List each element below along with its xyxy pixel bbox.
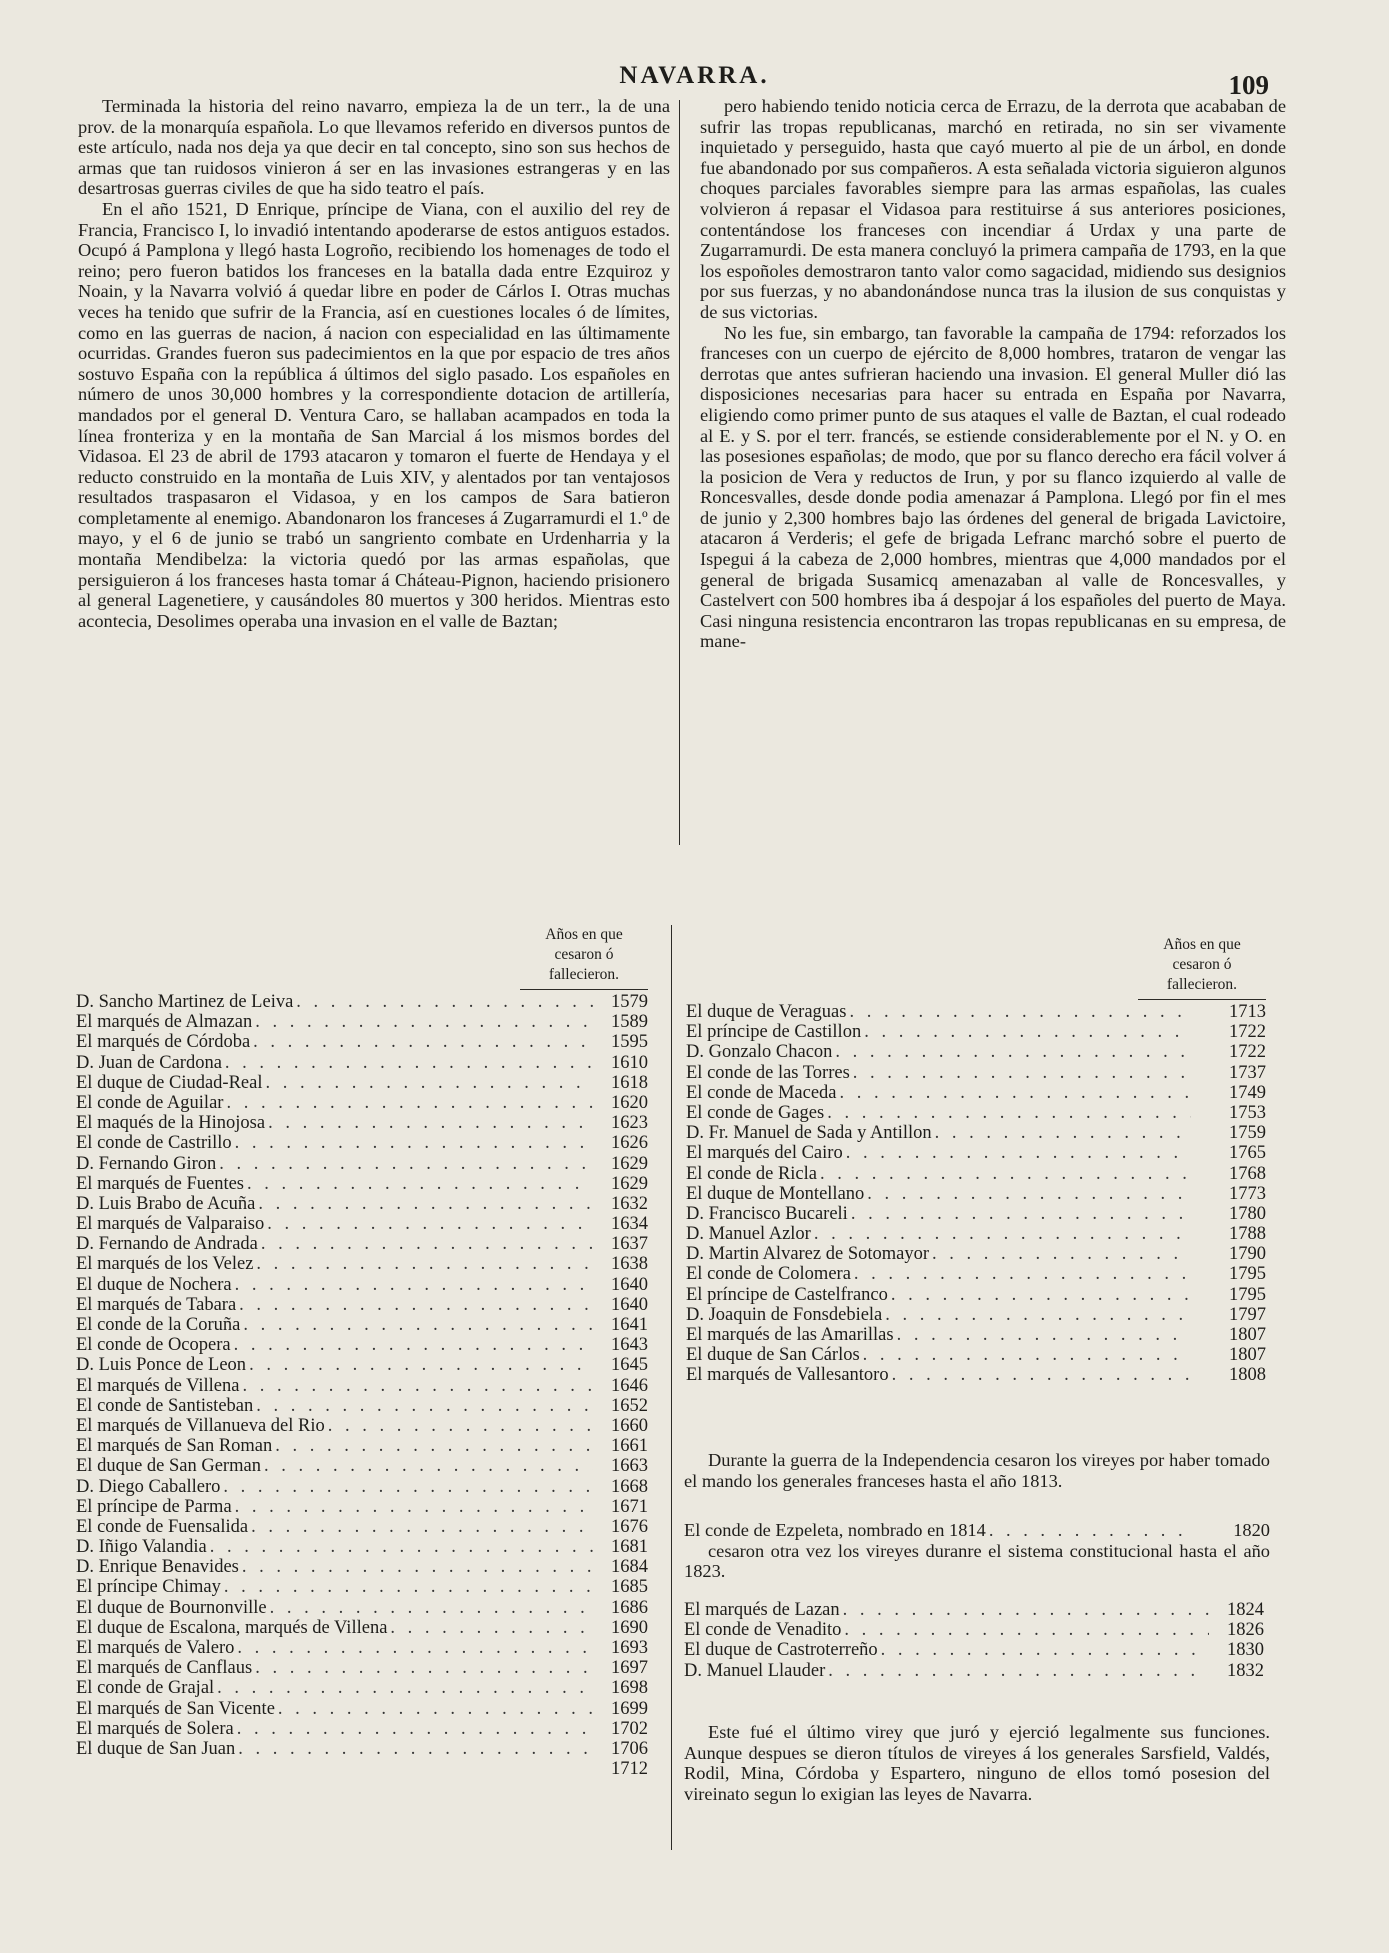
table-row (76, 1174, 648, 1194)
viceroy-year: 1610 (611, 1052, 648, 1073)
viceroy-year: 1663 (611, 1456, 648, 1477)
viceroy-name: El marqués de San Vicente (76, 1698, 275, 1719)
viceroy-name: El duque de San German (76, 1456, 261, 1477)
leader-dots (258, 1194, 593, 1214)
viceroy-year: 1698 (611, 1678, 648, 1699)
viceroy-year: 1660 (611, 1415, 648, 1436)
leader-dots (843, 1600, 1209, 1620)
leader-dots (223, 1477, 593, 1497)
viceroy-name: El conde de Gages (686, 1102, 825, 1123)
table-row (686, 1042, 1266, 1062)
viceroy-year: 1697 (611, 1658, 648, 1679)
viceroy-name: El príncipe de Castelfranco (686, 1284, 888, 1305)
table-row (76, 1396, 648, 1416)
table-row (686, 1164, 1266, 1184)
paragraph: Terminada la historia del reino navarro, empieza la de un terr., la de una prov. de la monarquía española. Lo que llevamos referido en diversos puntos de este artículo, nada nos deja ya que decir en tal concepto, sino son sus hechos de armas que tan ruidosos vinieron á ser en las invasiones estrangeras y en las desartrosas guerras civiles de que ha sido teatro el país. (78, 96, 670, 199)
viceroy-year: 1820 (1233, 1520, 1270, 1540)
viceroy-year: 1645 (611, 1355, 648, 1376)
table-row (76, 1477, 648, 1497)
table-row (76, 1719, 648, 1739)
leader-dots (892, 1365, 1191, 1385)
viceroy-name: El conde de Ricla (686, 1163, 817, 1184)
leader-dots (237, 1638, 593, 1658)
viceroy-year: 1795 (1229, 1284, 1266, 1305)
leader-dots (828, 1661, 1209, 1681)
leader-dots (210, 1537, 593, 1557)
viceroy-year: 1668 (611, 1476, 648, 1497)
leader-dots (217, 1678, 593, 1698)
viceroy-year: 1759 (1229, 1123, 1266, 1144)
viceroy-name: D. Manuel Azlor (686, 1224, 811, 1245)
table-row (76, 1577, 648, 1597)
leader-dots (849, 1002, 1191, 1022)
independence-note (684, 1450, 1270, 1491)
viceroy-year: 1690 (611, 1617, 648, 1638)
viceroy-name: El príncipe de Castillon (686, 1022, 862, 1043)
table-row (684, 1600, 1264, 1620)
viceroy-table-right (686, 935, 1266, 1386)
table-row (76, 1315, 648, 1335)
leader-dots (270, 1598, 593, 1618)
table-row (686, 1264, 1266, 1284)
table-row (76, 1759, 648, 1779)
leader-dots (328, 1416, 593, 1436)
leader-dots (835, 1042, 1191, 1062)
viceroy-name: D. Martin Alvarez de Sotomayor (686, 1244, 930, 1265)
table-row (684, 1620, 1264, 1640)
leader-dots (854, 1264, 1191, 1284)
table-row (686, 1204, 1266, 1224)
table-row (76, 1598, 648, 1618)
table-row (76, 1537, 648, 1557)
table-row (686, 1002, 1266, 1022)
viceroy-year: 1661 (611, 1436, 648, 1457)
viceroy-name: El duque de Castroterreño (684, 1640, 878, 1661)
viceroy-name: El marqués de San Roman (76, 1436, 273, 1457)
leader-dots (251, 1517, 593, 1537)
leader-dots (249, 1355, 593, 1375)
viceroy-name: El duque de Escalona, marqués de Villena (76, 1617, 388, 1638)
viceroy-year: 1768 (1229, 1163, 1266, 1184)
table-row (76, 1335, 648, 1355)
leader-dots (242, 1557, 593, 1577)
table-row (76, 1678, 648, 1698)
viceroy-year: 1797 (1229, 1304, 1266, 1325)
viceroy-name: El conde de Castrillo (76, 1133, 232, 1154)
table-row (76, 1638, 648, 1658)
leader-dots (255, 1012, 593, 1032)
viceroy-year: 1832 (1227, 1660, 1264, 1681)
viceroy-year: 1643 (611, 1335, 648, 1356)
leader-dots (235, 1275, 593, 1295)
viceroy-name: El marqués de Solera (76, 1718, 234, 1739)
viceroy-year: 1632 (611, 1193, 648, 1214)
viceroy-year: 1699 (611, 1698, 648, 1719)
viceroy-year: 1629 (611, 1153, 648, 1174)
viceroy-name: El duque de San Juan (76, 1738, 236, 1759)
viceroy-year: 1684 (611, 1557, 648, 1578)
viceroy-name: El príncipe de Parma (76, 1496, 232, 1517)
viceroy-name: El marqués de Valparaiso (76, 1214, 265, 1235)
table-row (76, 1557, 648, 1577)
viceroy-year: 1706 (611, 1738, 648, 1759)
viceroy-year: 1790 (1229, 1244, 1266, 1265)
viceroy-year: 1671 (611, 1496, 648, 1517)
table-row (686, 1063, 1266, 1083)
right-text-column (700, 96, 1286, 652)
leader-dots (267, 1214, 593, 1234)
table-row (686, 1224, 1266, 1244)
viceroy-year: 1807 (1229, 1345, 1266, 1366)
viceroy-name: El marqués de Villena (76, 1375, 240, 1396)
viceroy-name: El conde de las Torres (686, 1062, 850, 1083)
leader-dots (219, 1154, 593, 1174)
table-row (76, 1517, 648, 1537)
table-row (686, 1184, 1266, 1204)
table-column-divider (671, 925, 672, 1850)
viceroy-year: 1638 (611, 1254, 648, 1275)
table-row (684, 1661, 1264, 1681)
table-row (76, 992, 648, 1012)
leader-dots (891, 1285, 1191, 1305)
leader-dots (853, 1063, 1191, 1083)
leader-dots (863, 1345, 1191, 1365)
leader-dots (827, 1103, 1191, 1123)
running-head: NAVARRA. (619, 62, 770, 89)
viceroy-year: 1620 (611, 1092, 648, 1113)
viceroy-name: El marqués de Almazan (76, 1012, 253, 1033)
viceroy-name: D. Joaquin de Fonsdebiela (686, 1304, 883, 1325)
table-header: Años en que cesaron ó fallecieron. (520, 925, 648, 990)
viceroy-year: 1652 (611, 1395, 648, 1416)
table-row (76, 1618, 648, 1638)
viceroy-name: D. Sancho Martinez de Leiva (76, 992, 294, 1012)
table-row (76, 1739, 648, 1759)
viceroy-name: D. Gonzalo Chacon (686, 1042, 833, 1063)
viceroy-year: 1712 (611, 1759, 648, 1780)
leader-dots (268, 1113, 593, 1133)
leader-dots (261, 1234, 593, 1254)
viceroy-name: El conde de Colomera (686, 1264, 851, 1285)
table-row (76, 1012, 648, 1032)
viceroy-name: El conde de Fuensalida (76, 1516, 249, 1537)
viceroy-name: El marqués de los Velez (76, 1254, 254, 1275)
viceroy-table-final (684, 1600, 1264, 1681)
viceroy-year: 1629 (611, 1173, 648, 1194)
viceroy-year: 1773 (1229, 1183, 1266, 1204)
leader-dots (390, 1618, 593, 1638)
viceroy-name: El marqués de Canflaus (76, 1658, 253, 1679)
viceroy-year: 1634 (611, 1214, 648, 1235)
leader-dots (296, 992, 593, 1012)
viceroy-year: 1623 (611, 1113, 648, 1134)
table-row (76, 1355, 648, 1375)
table-row (76, 1133, 648, 1153)
viceroy-name: D. Luis Brabo de Acuña (76, 1193, 256, 1214)
viceroy-name: D. Francisco Bucareli (686, 1203, 848, 1224)
leader-dots (256, 1396, 593, 1416)
table-row (76, 1214, 648, 1234)
table-row (686, 1022, 1266, 1042)
table-row (76, 1254, 648, 1274)
leader-dots (897, 1325, 1191, 1345)
leader-dots (226, 1093, 593, 1113)
table-row (76, 1295, 648, 1315)
viceroy-name: El duque de Bournonville (76, 1597, 267, 1618)
viceroy-name: El duque de Veraguas (686, 1002, 847, 1022)
table-row (76, 1032, 648, 1052)
table-row (686, 1325, 1266, 1345)
leader-dots (935, 1123, 1191, 1143)
viceroy-year: 1737 (1229, 1062, 1266, 1083)
leader-dots (885, 1305, 1191, 1325)
table-row (76, 1497, 648, 1517)
column-divider (679, 100, 680, 845)
viceroy-name: El conde de Grajal (76, 1678, 215, 1699)
leader-dots (820, 1164, 1191, 1184)
viceroy-name: El marqués de Valero (76, 1638, 235, 1658)
note-text: cesaron otra vez los vireyes duranre el sistema constitucional hasta el año 1823. (684, 1540, 1270, 1582)
leader-dots (266, 1073, 594, 1093)
viceroy-name: D. Iñigo Valandia (76, 1537, 207, 1558)
ezpeleta-entry (684, 1520, 1270, 1582)
table-row (76, 1154, 648, 1174)
leader-dots (881, 1640, 1209, 1660)
viceroy-year: 1713 (1229, 1002, 1266, 1022)
viceroy-name: El marqués de Córdoba (76, 1032, 251, 1053)
leader-dots (253, 1032, 593, 1052)
leader-dots (225, 1053, 593, 1073)
leader-dots (867, 1184, 1191, 1204)
viceroy-name: El conde de Santisteban (76, 1395, 254, 1416)
table-row (76, 1416, 648, 1436)
leader-dots (851, 1204, 1191, 1224)
leader-dots (932, 1244, 1191, 1264)
table-row (686, 1305, 1266, 1325)
viceroy-name: D. Fernando Giron (76, 1153, 217, 1174)
table-row (76, 1699, 648, 1719)
viceroy-name: El marqués del Cairo (686, 1143, 843, 1164)
viceroy-name: El príncipe Chimay (76, 1577, 221, 1598)
leader-dots (237, 1719, 593, 1739)
table-row (76, 1456, 648, 1476)
viceroy-name: El conde de Ocopera (76, 1335, 231, 1356)
viceroy-name: El maqués de la Hinojosa (76, 1113, 266, 1134)
table-row (686, 1103, 1266, 1123)
viceroy-year: 1807 (1229, 1325, 1266, 1345)
leader-dots (235, 1133, 593, 1153)
leader-dots (264, 1456, 593, 1476)
table-row (686, 1083, 1266, 1103)
leader-dots (255, 1658, 593, 1678)
leader-dots (864, 1022, 1191, 1042)
viceroy-year: 1788 (1229, 1224, 1266, 1245)
viceroy-name: D. Luis Ponce de Leon (76, 1355, 247, 1376)
viceroy-name: El duque de Ciudad-Real (76, 1072, 263, 1093)
viceroy-year: 1795 (1229, 1264, 1266, 1285)
viceroy-year: 1637 (611, 1234, 648, 1255)
paragraph: No les fue, sin embargo, tan favorable la campaña de 1794: reforzados los franceses con un cuerpo de ejército de 8,000 hombres, trataron de vengar las derrotas que antes sufrieran haciendo una invasion. El general Muller dió las disposiciones necesarias para hacer su entrada en España por Navarra, eligiendo como primer punto de sus ataques el valle de Baztan, el cual rodeado al E. y S. por el terr. francés, se estiende considerablemente por el N. y O. en las posesiones españolas; de modo, que por su flanco derecho era fácil volver á la posicion de Vera y reductos de Irun, y por su flanco izquierdo al valle de Roncesvalles, desde donde podia amenazar á Pamplona. Llegó por fin el mes de junio y 2,300 hombres bajo las órdenes del general de brigada Lavictoire, atacaron á Verderis; el gefe de brigada Lefranc marchó sobre el puerto de Ispegui á la cabeza de 2,000 hombres, mientras que 4,000 mandados por el general de brigada Susamicq amenazaban al valle de Roncesvalles, y Castelvert con 500 hombres iba á despojar á los españoles del puerto de Maya. Casi ninguna resistencia encontraron las tropas republicanas en su empresa, de mane- (700, 322, 1286, 652)
leader-dots (234, 1335, 593, 1355)
viceroy-year: 1685 (611, 1577, 648, 1598)
viceroy-year: 1640 (611, 1294, 648, 1315)
viceroy-year: 1589 (611, 1012, 648, 1033)
leader-dots (278, 1699, 593, 1719)
leader-dots (989, 1520, 1195, 1541)
viceroy-name: El marqués de las Amarillas (686, 1325, 894, 1345)
paragraph: En el año 1521, D Enrique, príncipe de Viana, con el auxilio del rey de Francia, Francisco I, lo invadió intentando apoderarse de estos antiguos estados. Ocupó á Pamplona y llegó hasta Logroño, recibiendo los homenages de todo el reino; pero fueron batidos los franceses en la batalla dada entre Ezquiroz y Noain, y la Navarra volvió á quedar libre en poder de Cárlos I. Otras muchas veces ha tenido que sufrir de la Francia, así en cuestiones locales ó de límites, como en las guerras de nacion, á nacion con especialidad en las últimamente ocurridas. Grandes fueron sus padecimientos en la que por espacio de tres años sostuvo España con la república á últimos del siglo pasado. Los españoles en número de unos 30,000 hombres y la correspondiente dotacion de artillería, mandados por el general D. Ventura Caro, se hallaban acampados en toda la línea fronteriza y en la montaña de San Marcial á los mismos bordes del Vidasoa. El 23 de abril de 1793 atacaron y tomaron el fuerte de Hendaya y el reducto construido en la montaña de Luis XIV, y alentados por tan ventajosos resultados traspasaron el Vidasoa, y en los campos de Sara batieron completamente al enemigo. Abandonaron los franceses á Zugarramurdi el 1.º de mayo, y el 6 de junio se trabó un sangriento combate en Urdenharria y la montaña Mendibelza: la victoria quedó por las armas españolas, que persiguieron á los franceses hasta tomar á Cháteau-Pignon, haciendo prisionero al general Lagenetiere, y causándoles 80 muertos y 300 heridos. Mientras esto acontecia, Desolimes operaba una invasion en el valle de Baztan; (78, 198, 670, 631)
table-row (76, 1658, 648, 1678)
leader-dots (840, 1083, 1192, 1103)
leader-dots (275, 1436, 593, 1456)
viceroy-name: El conde de la Coruña (76, 1315, 241, 1335)
table-row (76, 1376, 648, 1396)
viceroy-name: El marqués de Fuentes (76, 1173, 244, 1194)
leader-dots (235, 1497, 593, 1517)
viceroy-year: 1640 (611, 1274, 648, 1295)
table-row (684, 1520, 1270, 1541)
note-text: Este fué el último virey que juró y ejerció legalmente sus funciones. Aunque despues se dieron títulos de vireyes á los generales Sarsfield, Valdés, Rodil, Mina, Córdoba y Espartero, ninguno de ellos tomó posesion del vireinato segun lo exigian las leyes de Navarra. (684, 1722, 1270, 1804)
leader-dots (224, 1577, 593, 1597)
viceroy-name: D. Diego Caballero (76, 1476, 221, 1497)
viceroy-name: El marqués de Villanueva del Rio (76, 1415, 325, 1436)
table-row (76, 1113, 648, 1133)
table-row (686, 1123, 1266, 1143)
viceroy-year: 1595 (611, 1032, 648, 1053)
viceroy-year: 1681 (611, 1537, 648, 1558)
viceroy-name: El duque de Montellano (686, 1183, 865, 1204)
viceroy-name: El marqués de Tabara (76, 1294, 237, 1315)
leader-dots (844, 1620, 1209, 1640)
table-row (76, 1234, 648, 1254)
left-text-column (78, 96, 670, 631)
viceroy-name: D. Juan de Cardona (76, 1052, 222, 1073)
viceroy-name: El conde de Ezpeleta, nombrado en 1814 (684, 1520, 986, 1540)
viceroy-name: D. Manuel Llauder (684, 1660, 826, 1681)
viceroy-year: 1808 (1229, 1365, 1266, 1386)
viceroy-year: 1641 (611, 1315, 648, 1335)
leader-dots (256, 1254, 593, 1274)
viceroy-name: El marqués de Lazan (684, 1600, 840, 1620)
viceroy-name: D. Fernando de Andrada (76, 1234, 258, 1255)
viceroy-name: El conde de Aguilar (76, 1092, 224, 1113)
page-number: 109 (1228, 70, 1269, 100)
viceroy-year: 1686 (611, 1597, 648, 1618)
note-text: Durante la guerra de la Independencia cesaron los vireyes por haber tomado el mando los generales franceses hasta el año 1813. (684, 1450, 1270, 1491)
viceroy-year: 1722 (1229, 1022, 1266, 1043)
table-row (76, 1194, 648, 1214)
table-row (686, 1143, 1266, 1163)
viceroy-year: 1749 (1229, 1082, 1266, 1103)
viceroy-year: 1702 (611, 1718, 648, 1739)
viceroy-name: El conde de Maceda (686, 1082, 837, 1103)
leader-dots (242, 1376, 593, 1396)
table-row (76, 1093, 648, 1113)
viceroy-year: 1579 (611, 992, 648, 1012)
table-row (686, 1285, 1266, 1305)
viceroy-table-left (76, 925, 648, 1779)
viceroy-year: 1693 (611, 1638, 648, 1658)
viceroy-year: 1618 (611, 1072, 648, 1093)
viceroy-name: D. Enrique Benavides (76, 1557, 239, 1578)
viceroy-name: El conde de Venadito (684, 1620, 842, 1641)
leader-dots (238, 1739, 593, 1759)
leader-dots (239, 1295, 593, 1315)
viceroy-name: El marqués de Vallesantoro (686, 1365, 889, 1386)
leader-dots (846, 1143, 1191, 1163)
viceroy-year: 1824 (1227, 1600, 1264, 1620)
viceroy-name: D. Fr. Manuel de Sada y Antillon (686, 1123, 932, 1144)
table-row (76, 1436, 648, 1456)
table-row (76, 1275, 648, 1295)
paragraph: pero habiendo tenido noticia cerca de Errazu, de la derrota que acababan de sufrir las tropas republicanas, marchó en retirada, no sin ser vivamente inquietado y perseguido, hasta que cayó muerto al pie de un árbol, en donde fue abandonado por sus compañeros. A esta señalada victoria siguieron algunos choques parciales favorables siempre para las armas españolas, las cuales volvieron á repasar el Vidasoa para restituirse á sus anteriores posiciones, contentándose los franceses con incendiar á Urdax y una parte de Zugarramurdi. De esta manera concluyó la primera campaña de 1793, en la que los espoñoles demostraron tanto valor como sagacidad, midiendo sus designios por sus fuerzas, y no abandonándose nunca tras la ilusion de sus conquistas y de sus victorias. (700, 96, 1286, 322)
leader-dots (814, 1224, 1191, 1244)
viceroy-year: 1676 (611, 1516, 648, 1537)
viceroy-name: El duque de Nochera (76, 1274, 232, 1295)
table-row (686, 1244, 1266, 1264)
table-row (684, 1640, 1264, 1660)
table-row (76, 1073, 648, 1093)
table-row (686, 1365, 1266, 1385)
viceroy-year: 1626 (611, 1133, 648, 1154)
closing-note (684, 1722, 1270, 1804)
table-row (686, 1345, 1266, 1365)
viceroy-year: 1765 (1229, 1143, 1266, 1164)
viceroy-year: 1830 (1227, 1640, 1264, 1661)
table-header: Años en que cesaron ó fallecieron. (1138, 935, 1266, 1000)
leader-dots (247, 1174, 593, 1194)
leader-dots (243, 1315, 593, 1335)
table-row (76, 1053, 648, 1073)
viceroy-year: 1826 (1227, 1620, 1264, 1641)
viceroy-year: 1753 (1229, 1102, 1266, 1123)
viceroy-year: 1722 (1229, 1042, 1266, 1063)
viceroy-year: 1646 (611, 1375, 648, 1396)
viceroy-name: El duque de San Cárlos (686, 1345, 860, 1366)
viceroy-year: 1780 (1229, 1203, 1266, 1224)
